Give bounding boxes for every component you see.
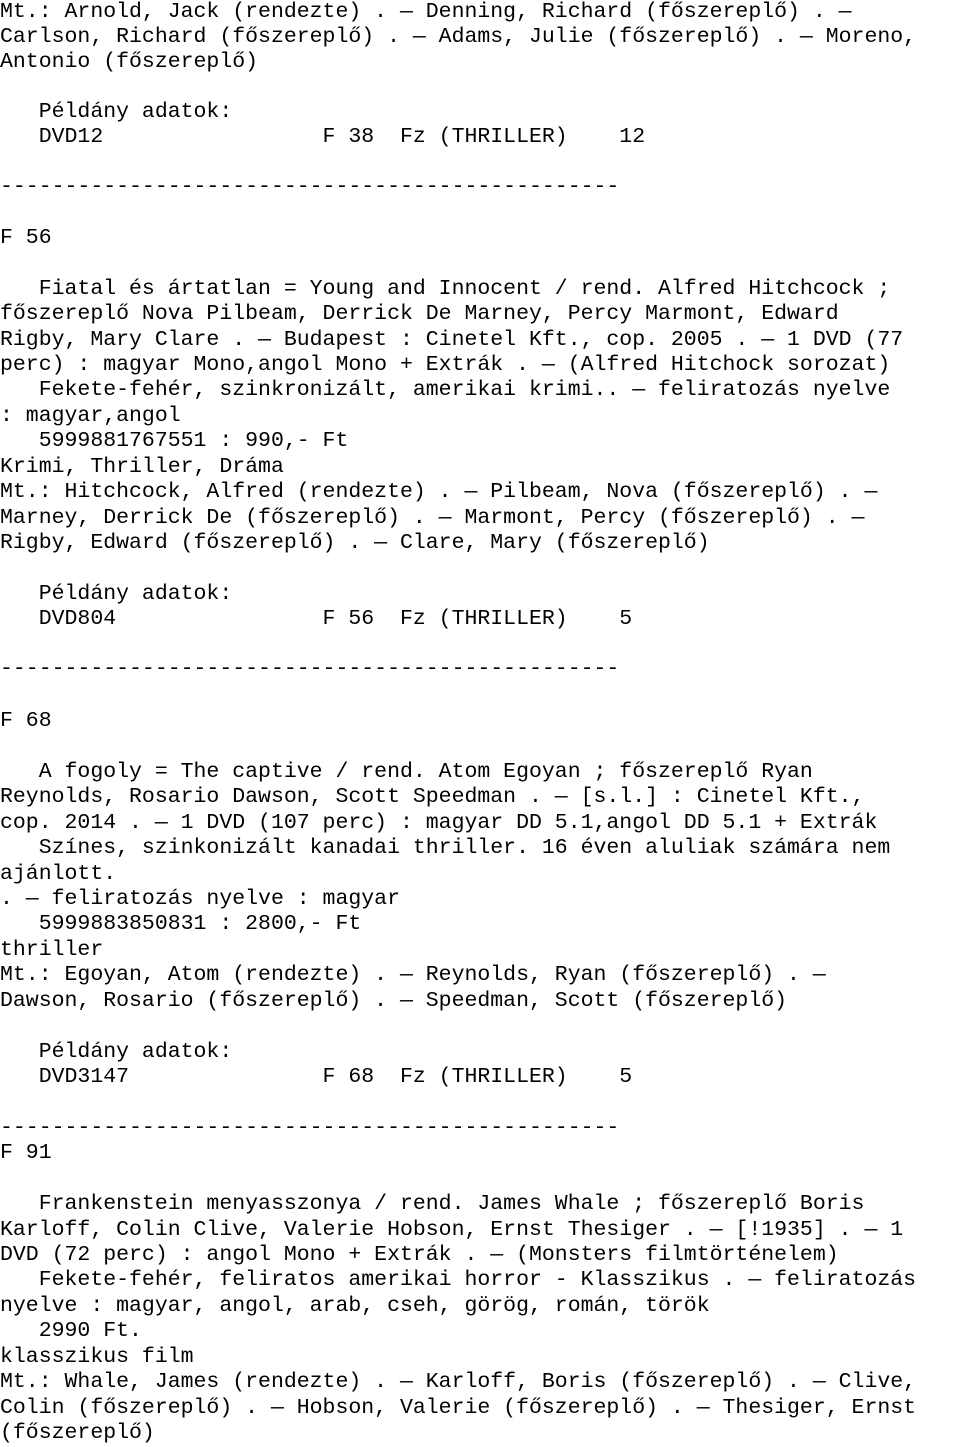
credits-line: Mt.: Egoyan, Atom (rendezte) . — Reynolds, Ryan (főszereplő) . — [0, 963, 826, 987]
text-line: Színes, szinkonizált kanadai thriller. 16 éven aluliak számára nem [0, 836, 891, 860]
price-line: 2990 Ft. [0, 1319, 142, 1343]
credits-line: Mt.: Whale, James (rendezte) . — Karloff, Boris (főszereplő) . — Clive, [0, 1370, 917, 1394]
text-line: Karloff, Colin Clive, Valerie Hobson, Ernst Thesiger . — [!1935] . — 1 [0, 1218, 904, 1242]
copy-data-heading: Példány adatok: [0, 1040, 233, 1064]
copy-data-row: DVD804 F 56 Fz (THRILLER) 5 [0, 607, 633, 631]
text-line: . — feliratozás nyelve : magyar [0, 887, 400, 911]
text-line: Carlson, Richard (főszereplő) . — Adams, Julie (főszereplő) . — Moreno, [0, 25, 917, 49]
separator-line: ------------------------------------------------ [0, 657, 620, 681]
text-line: főszereplő Nova Pilbeam, Derrick De Marney, Percy Marmont, Edward [0, 302, 839, 326]
genre-line: thriller [0, 938, 104, 962]
text-line: Dawson, Rosario (főszereplő) . — Speedman, Scott (főszereplő) [0, 989, 788, 1013]
separator-line: ------------------------------------------------ [0, 175, 620, 199]
text-line: perc) : magyar Mono,angol Mono + Extrák . — (Alfred Hitchock sorozat) [0, 353, 891, 377]
text-line: Rigby, Edward (főszereplő) . — Clare, Mary (főszereplő) [0, 531, 710, 555]
record-id: F 56 [0, 226, 52, 250]
separator-line: ------------------------------------------------ [0, 1116, 620, 1140]
text-line: nyelve : magyar, angol, arab, cseh, görög, román, török [0, 1294, 710, 1318]
credits-line: Mt.: Hitchcock, Alfred (rendezte) . — Pilbeam, Nova (főszereplő) . — [0, 480, 878, 504]
text-line: : magyar,angol [0, 404, 181, 428]
copy-data-heading: Példány adatok: [0, 100, 233, 124]
copy-data-row: DVD12 F 38 Fz (THRILLER) 12 [0, 125, 646, 149]
text-line: cop. 2014 . — 1 DVD (107 perc) : magyar DD 5.1,angol DD 5.1 + Extrák [0, 811, 878, 835]
text-line: Fekete-fehér, szinkronizált, amerikai krimi.. — feliratozás nyelve [0, 378, 891, 402]
text-line: Fekete-fehér, feliratos amerikai horror - Klasszikus . — feliratozás [0, 1268, 917, 1292]
text-line: Marney, Derrick De (főszereplő) . — Marmont, Percy (főszereplő) . — [0, 506, 865, 530]
text-line: Reynolds, Rosario Dawson, Scott Speedman . — [s.l.] : Cinetel Kft., [0, 785, 865, 809]
text-line: ajánlott. [0, 862, 117, 886]
text-line: Colin (főszereplő) . — Hobson, Valerie (főszereplő) . — Thesiger, Ernst [0, 1396, 917, 1420]
genre-line: klasszikus film [0, 1345, 194, 1369]
record-title: Frankenstein menyasszonya / rend. James Whale ; főszereplő Boris [0, 1192, 865, 1216]
copy-data-row: DVD3147 F 68 Fz (THRILLER) 5 [0, 1065, 633, 1089]
record-title: Fiatal és ártatlan = Young and Innocent / rend. Alfred Hitchcock ; [0, 277, 891, 301]
text-line: Antonio (főszereplő) [0, 50, 259, 74]
genre-line: Krimi, Thriller, Dráma [0, 455, 284, 479]
text-line: DVD (72 perc) : angol Mono + Extrák . — (Monsters filmtörténelem) [0, 1243, 839, 1267]
price-line: 5999883850831 : 2800,- Ft [0, 912, 362, 936]
text-line: Mt.: Arnold, Jack (rendezte) . — Denning, Richard (főszereplő) . — [0, 0, 852, 24]
copy-data-heading: Példány adatok: [0, 582, 233, 606]
record-id: F 68 [0, 709, 52, 733]
text-line: (főszereplő) [0, 1421, 155, 1445]
price-line: 5999881767551 : 990,- Ft [0, 429, 349, 453]
record-title: A fogoly = The captive / rend. Atom Egoyan ; főszereplő Ryan [0, 760, 813, 784]
text-line: Rigby, Mary Clare . — Budapest : Cinetel Kft., cop. 2005 . — 1 DVD (77 [0, 328, 904, 352]
record-id: F 91 [0, 1141, 52, 1165]
